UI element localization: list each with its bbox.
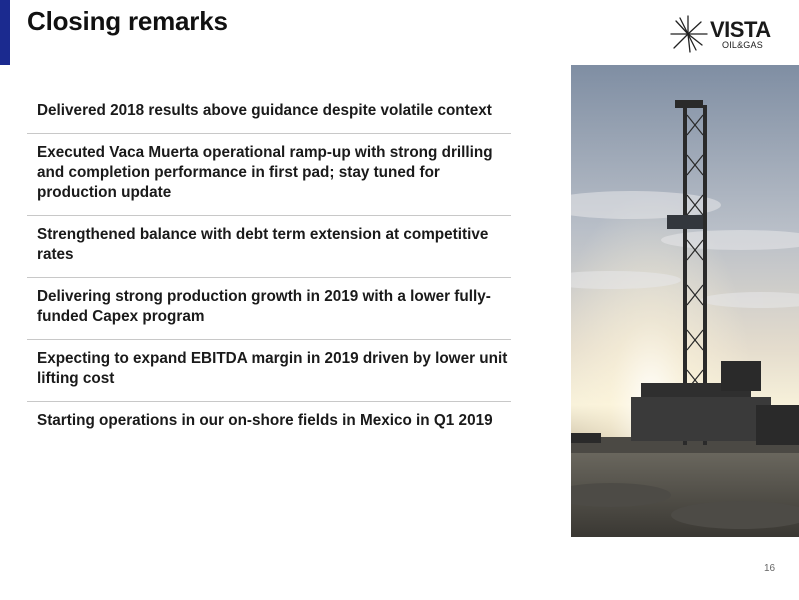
remark-item: Delivered 2018 results above guidance despite volatile context <box>27 92 511 134</box>
page-number: 16 <box>764 563 776 574</box>
remark-item: Delivering strong production growth in 2019 with a lower fully-funded Capex program <box>27 278 511 340</box>
remark-item: Expecting to expand EBITDA margin in 2019 driven by lower unit lifting cost <box>27 340 511 402</box>
closing-remarks-list <box>27 92 511 443</box>
vista-logo <box>668 14 778 54</box>
star-burst-icon <box>668 14 710 54</box>
remark-item: Executed Vaca Muerta operational ramp-up with strong drilling and completion performance in first pad; stay tuned for production update <box>27 134 511 216</box>
remark-item: Strengthened balance with debt term extension at competitive rates <box>27 216 511 278</box>
drilling-rig-photo <box>571 65 799 537</box>
slide-title: Closing remarks <box>27 6 228 36</box>
remark-item: Starting operations in our on-shore fields in Mexico in Q1 2019 <box>37 412 493 429</box>
logo-wordmark: VISTA <box>710 17 771 42</box>
title-accent-bar <box>0 0 10 65</box>
logo-subtitle: OIL&GAS <box>722 40 763 50</box>
